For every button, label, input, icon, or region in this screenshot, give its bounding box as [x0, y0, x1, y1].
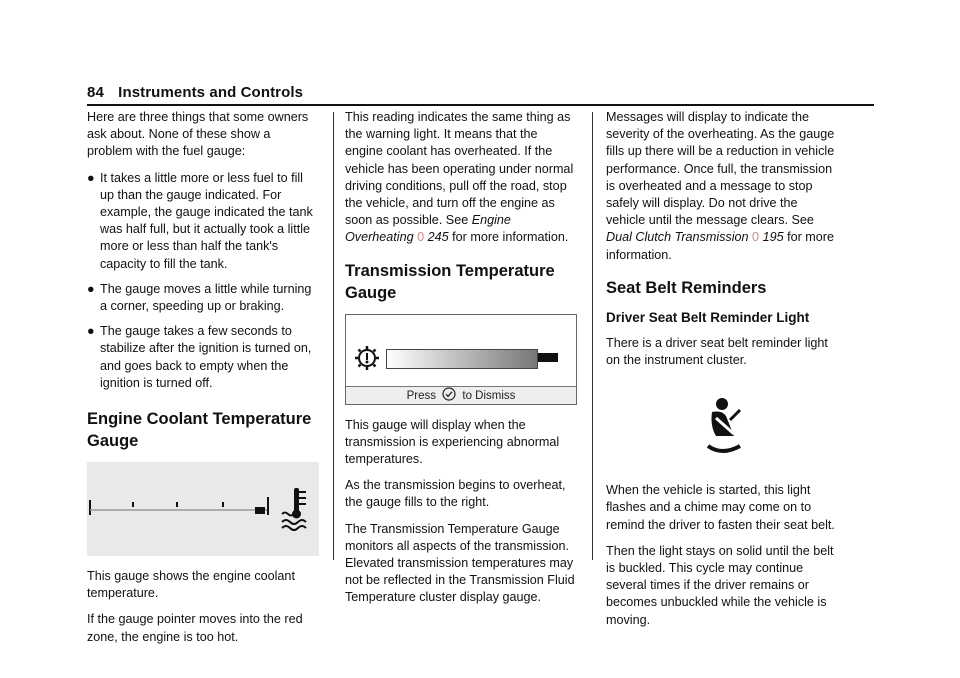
cross-reference-link[interactable]: Dual Clutch Transmission [606, 230, 749, 245]
page-reference[interactable]: 245 [427, 230, 449, 245]
section-title: Instruments and Controls [118, 84, 304, 101]
coolant-paragraph-2: If the gauge pointer moves into the red zone, the engine is too hot. [87, 612, 303, 644]
list-item: ● It takes a little more or less fuel to fill up than the gauge indicated. For example, the gauge indicated the tank was half full, but it actually took a little more or less than half the tank's capacity to fill the tank. [87, 170, 313, 271]
dismiss-prompt: Press to Dismiss [346, 386, 576, 404]
seatbelt-paragraph-2: When the vehicle is started, this light flashes and a chime may come on to remind the driver to fasten their seat belt. [606, 483, 835, 532]
page-ref-arrow-icon: 0 [417, 230, 425, 245]
list-item: ● The gauge moves a little while turning a corner, speeding up or braking. [87, 281, 312, 314]
intro-paragraph: Here are three things that some owners ask about. None of these show a problem with the fuel gauge: [87, 110, 309, 159]
bullet-list [87, 170, 319, 392]
column-1 [87, 109, 319, 655]
seat-belt-icon [694, 396, 754, 456]
column-3 [606, 109, 838, 638]
column-divider [592, 112, 593, 560]
seatbelt-paragraph-1: There is a driver seat belt reminder light on the instrument cluster. [606, 335, 828, 368]
coolant-paragraph-1: This gauge shows the engine coolant temperature. [87, 569, 295, 601]
column-2 [345, 109, 577, 616]
section-heading: Transmission Temperature Gauge [345, 261, 555, 302]
column-divider [333, 112, 334, 560]
page-header [87, 84, 303, 101]
coolant-gauge-graphic [87, 462, 319, 556]
coolant-gauge-figure [87, 462, 319, 556]
transmission-gauge-bar [386, 349, 538, 369]
bullet-dot-icon: ● [87, 324, 95, 339]
cross-reference-link[interactable]: Engine Overheating [345, 213, 511, 245]
page-reference[interactable]: 195 [762, 230, 784, 245]
section-heading: Seat Belt Reminders [606, 278, 767, 297]
coolant-temperature-icon [282, 488, 306, 530]
header-rule [87, 104, 874, 106]
bullet-dot-icon: ● [87, 170, 95, 185]
list-item: ● The gauge takes a few seconds to stabilize after the ignition is turned on, and goes back to empty when the ignition is turned off. [87, 324, 312, 390]
bullet-dot-icon: ● [87, 281, 95, 296]
transmission-temperature-icon [353, 343, 383, 373]
section-heading: Engine Coolant Temperature Gauge [87, 410, 312, 451]
subsection-heading: Driver Seat Belt Reminder Light [606, 309, 810, 325]
gauge-end-marker [538, 353, 558, 362]
messages-paragraph: Messages will display to indicate the severity of the overheating. As the gauge fills up there will be a reduction in vehicle performance. Once full, the transmission is overheated and a message to stop safely will display. Do not drive the vehicle until the message clears. See Dual Clutch Transmission 0 195 for more information. [606, 110, 835, 262]
seatbelt-paragraph-3: Then the light stays on solid until the belt is buckled. This cycle may continue several times if the driver remains or becomes unbuckled while the vehicle is moving. [606, 543, 834, 627]
transmission-paragraph-3: The Transmission Temperature Gauge monitors all aspects of the transmission. Elevated transmission temperatures may not be reflected in the Transmission Fluid Temperature cluster display gauge. [345, 521, 575, 605]
seat-belt-figure [606, 378, 838, 474]
overheat-paragraph: This reading indicates the same thing as the warning light. It means that the engine coolant has overheated. If the vehicle has been operating under normal driving conditions, pull off the road, stop the vehicle, and turn off the engine as soon as possible. See Engine Overheating 0 245 for more information. [345, 110, 574, 245]
transmission-paragraph-1: This gauge will display when the transmission is experiencing abnormal temperatures. [345, 417, 560, 467]
check-circle-icon [442, 387, 456, 401]
page-ref-arrow-icon: 0 [752, 230, 760, 245]
transmission-gauge-figure [345, 314, 577, 405]
transmission-paragraph-2: As the transmission begins to overheat, the gauge fills to the right. [345, 478, 566, 510]
page-number: 84 [87, 84, 104, 101]
